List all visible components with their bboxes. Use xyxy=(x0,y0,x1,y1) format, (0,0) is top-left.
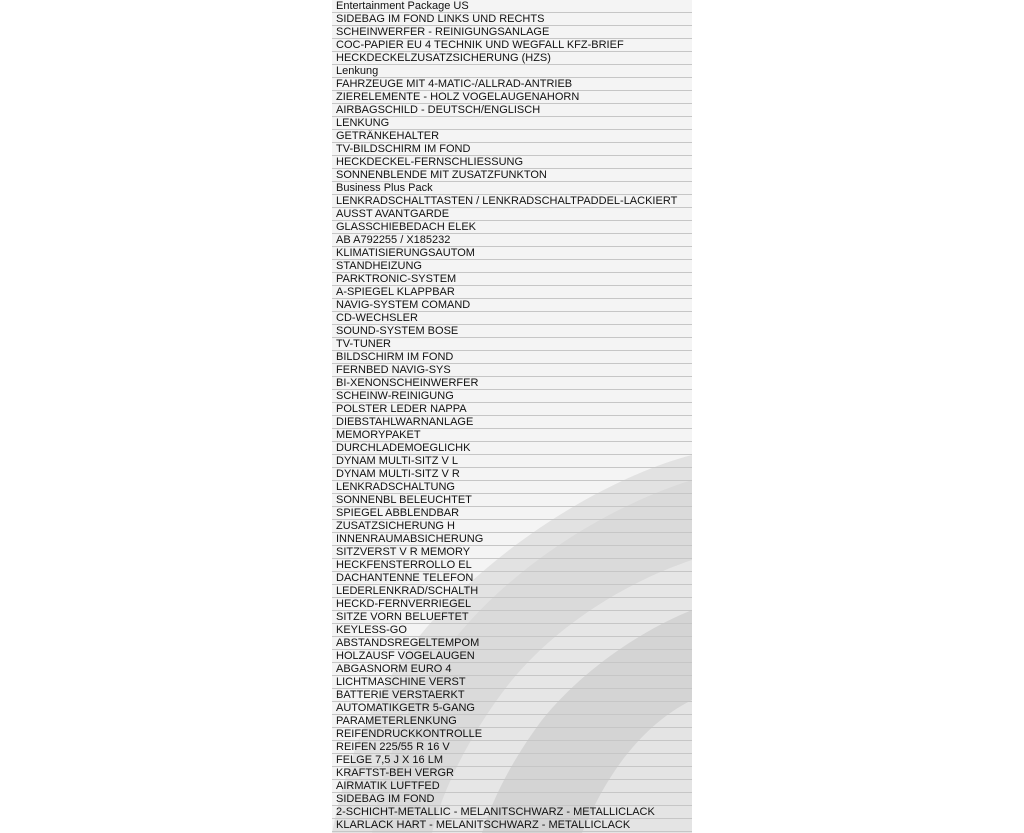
equipment-item: ABSTANDSREGELTEMPOM xyxy=(332,637,692,650)
equipment-item: TV-TUNER xyxy=(332,338,692,351)
equipment-item: A-SPIEGEL KLAPPBAR xyxy=(332,286,692,299)
equipment-item: LEDERLENKRAD/SCHALTH xyxy=(332,585,692,598)
equipment-item: KEYLESS-GO xyxy=(332,624,692,637)
equipment-item: LENKUNG xyxy=(332,117,692,130)
equipment-item: ABGASNORM EURO 4 xyxy=(332,663,692,676)
equipment-item: SCHEINWERFER - REINIGUNGSANLAGE xyxy=(332,26,692,39)
equipment-item: SITZVERST V R MEMORY xyxy=(332,546,692,559)
equipment-item: KLIMATISIERUNGSAUTOM xyxy=(332,247,692,260)
equipment-item: Entertainment Package US xyxy=(332,0,692,13)
equipment-item: Business Plus Pack xyxy=(332,182,692,195)
equipment-item: FAHRZEUGE MIT 4-MATIC-/ALLRAD-ANTRIEB xyxy=(332,78,692,91)
equipment-item: SPIEGEL ABBLENDBAR xyxy=(332,507,692,520)
equipment-item: BILDSCHIRM IM FOND xyxy=(332,351,692,364)
equipment-item: DURCHLADEMOEGLICHK xyxy=(332,442,692,455)
equipment-item: HECKDECKEL-FERNSCHLIESSUNG xyxy=(332,156,692,169)
equipment-item: 2-SCHICHT-METALLIC - MELANITSCHWARZ - METALLICLACK xyxy=(332,806,692,819)
equipment-item: GETRÄNKEHALTER xyxy=(332,130,692,143)
equipment-item: REIFENDRUCKKONTROLLE xyxy=(332,728,692,741)
equipment-item: ZUSATZSICHERUNG H xyxy=(332,520,692,533)
equipment-item: HECKD-FERNVERRIEGEL xyxy=(332,598,692,611)
equipment-item: SONNENBL BELEUCHTET xyxy=(332,494,692,507)
equipment-item: SIDEBAG IM FOND xyxy=(332,793,692,806)
equipment-item: PARAMETERLENKUNG xyxy=(332,715,692,728)
equipment-item: NAVIG-SYSTEM COMAND xyxy=(332,299,692,312)
equipment-item: BATTERIE VERSTAERKT xyxy=(332,689,692,702)
equipment-list xyxy=(332,0,692,832)
equipment-item: AIRMATIK LUFTFED xyxy=(332,780,692,793)
equipment-item: PARKTRONIC-SYSTEM xyxy=(332,273,692,286)
equipment-item: AIRBAGSCHILD - DEUTSCH/ENGLISCH xyxy=(332,104,692,117)
equipment-item: CD-WECHSLER xyxy=(332,312,692,325)
equipment-item: DYNAM MULTI-SITZ V R xyxy=(332,468,692,481)
equipment-item: LENKRADSCHALTTASTEN / LENKRADSCHALTPADDEL-LACKIERT xyxy=(332,195,692,208)
equipment-item: AUSST AVANTGARDE xyxy=(332,208,692,221)
equipment-item: FERNBED NAVIG-SYS xyxy=(332,364,692,377)
equipment-item: AB A792255 / X185232 xyxy=(332,234,692,247)
equipment-item: SCHEINW-REINIGUNG xyxy=(332,390,692,403)
equipment-item: DYNAM MULTI-SITZ V L xyxy=(332,455,692,468)
equipment-item: HOLZAUSF VOGELAUGEN xyxy=(332,650,692,663)
equipment-item: REIFEN 225/55 R 16 V xyxy=(332,741,692,754)
equipment-item: POLSTER LEDER NAPPA xyxy=(332,403,692,416)
equipment-item: SIDEBAG IM FOND LINKS UND RECHTS xyxy=(332,13,692,26)
equipment-item: TV-BILDSCHIRM IM FOND xyxy=(332,143,692,156)
equipment-item: Lenkung xyxy=(332,65,692,78)
equipment-item: FELGE 7,5 J X 16 LM xyxy=(332,754,692,767)
equipment-item: LICHTMASCHINE VERST xyxy=(332,676,692,689)
equipment-item: SITZE VORN BELUEFTET xyxy=(332,611,692,624)
equipment-item: MEMORYPAKET xyxy=(332,429,692,442)
equipment-item: LENKRADSCHALTUNG xyxy=(332,481,692,494)
equipment-item: INNENRAUMABSICHERUNG xyxy=(332,533,692,546)
equipment-item: DACHANTENNE TELEFON xyxy=(332,572,692,585)
equipment-item: AUTOMATIKGETR 5-GANG xyxy=(332,702,692,715)
equipment-item: KLARLACK HART - MELANITSCHWARZ - METALLICLACK xyxy=(332,819,692,832)
equipment-item: ZIERELEMENTE - HOLZ VOGELAUGENAHORN xyxy=(332,91,692,104)
equipment-item: GLASSCHIEBEDACH ELEK xyxy=(332,221,692,234)
equipment-list-panel xyxy=(332,0,692,833)
equipment-item: BI-XENONSCHEINWERFER xyxy=(332,377,692,390)
equipment-item: HECKFENSTERROLLO EL xyxy=(332,559,692,572)
equipment-item: HECKDECKELZUSATZSICHERUNG (HZS) xyxy=(332,52,692,65)
equipment-item: KRAFTST-BEH VERGR xyxy=(332,767,692,780)
equipment-item: STANDHEIZUNG xyxy=(332,260,692,273)
equipment-item: COC-PAPIER EU 4 TECHNIK UND WEGFALL KFZ-BRIEF xyxy=(332,39,692,52)
equipment-item: DIEBSTAHLWARNANLAGE xyxy=(332,416,692,429)
equipment-item: SONNENBLENDE MIT ZUSATZFUNKTON xyxy=(332,169,692,182)
equipment-item: SOUND-SYSTEM BOSE xyxy=(332,325,692,338)
